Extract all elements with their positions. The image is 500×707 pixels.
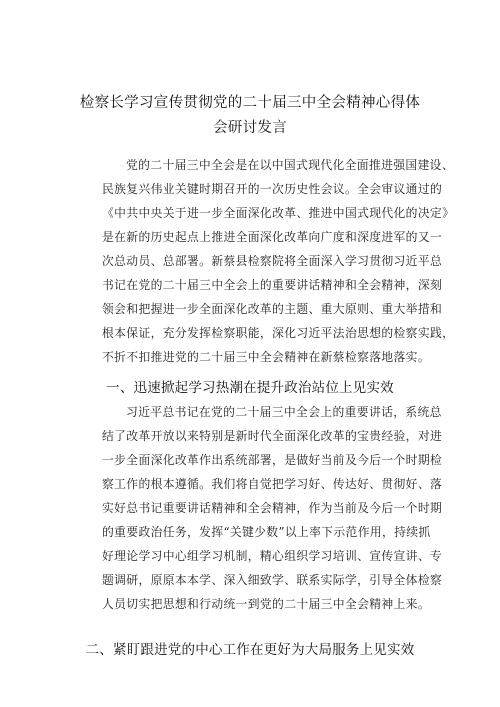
section-heading-1: 一、迅速掀起学习热潮在提升政治站位上见实效: [106, 380, 394, 396]
paragraph-line: 结了改革开放以来特别是新时代全面深化改革的宝贵经验，对进: [102, 429, 443, 443]
paragraph-line: 领会和把握进一步全面深化改革的主题、重大原则、重大举措和: [102, 302, 443, 316]
document-title-line-1: 检察长学习宣传贯彻党的二十届三中全会精神心得体: [79, 95, 421, 111]
paragraph-line: 一步全面深化改革作出系统部署，是做好当前及今后一个时期检: [102, 453, 443, 467]
paragraph-line: 根本保证，充分发挥检察职能，深化习近平法治思想的检察实践，: [102, 326, 455, 340]
paragraph-line: 察工作的根本遵循。我们将自觉把学习好、传达好、贯彻好、落: [102, 477, 443, 491]
paragraph-line: 题调研，原原本本学、深入细致学、联系实际学，引导全体检察: [102, 573, 443, 587]
paragraph-line: 民族复兴伟业关键时期召开的一次历史性会议。全会审议通过的: [102, 182, 443, 196]
paragraph-line: 次总动员、总部署。新蔡县检察院将全面深入学习贯彻习近平总: [102, 254, 443, 268]
paragraph-line: 的重要政治任务，发挥“关键少数”以上率下示范作用，持续抓: [102, 525, 431, 539]
document-title-line-2: 会研讨发言: [213, 120, 287, 136]
paragraph-line: 人员切实把思想和行动统一到党的二十届三中全会精神上来。: [102, 597, 430, 611]
paragraph-line: 党的二十届三中全会是在以中国式现代化全面推进强国建设、: [126, 158, 454, 172]
paragraph-line: 不折不扣推进党的二十届三中全会精神在新蔡检察落地落实。: [102, 350, 430, 364]
paragraph-line: 好理论学习中心组学习机制，精心组织学习培训、宣传宣讲、专: [102, 549, 443, 563]
section-heading-2: 二、紧盯跟进党的中心工作在更好为大局服务上见实效: [85, 642, 415, 658]
paragraph-line: 实好总书记重要讲话精神和全会精神，作为当前及今后一个时期: [102, 501, 443, 515]
paragraph-line: 习近平总书记在党的二十届三中全会上的重要讲话，系统总: [126, 405, 442, 419]
paragraph-line: 《中共中央关于进一步全面深化改革、推进中国式现代化的决定》: [102, 206, 455, 220]
paragraph-line: 是在新的历史起点上推进全面深化改革向广度和深度进军的又一: [102, 230, 443, 244]
paragraph-line: 书记在党的二十届三中全会上的重要讲话精神和全会精神，深刻: [102, 278, 443, 292]
